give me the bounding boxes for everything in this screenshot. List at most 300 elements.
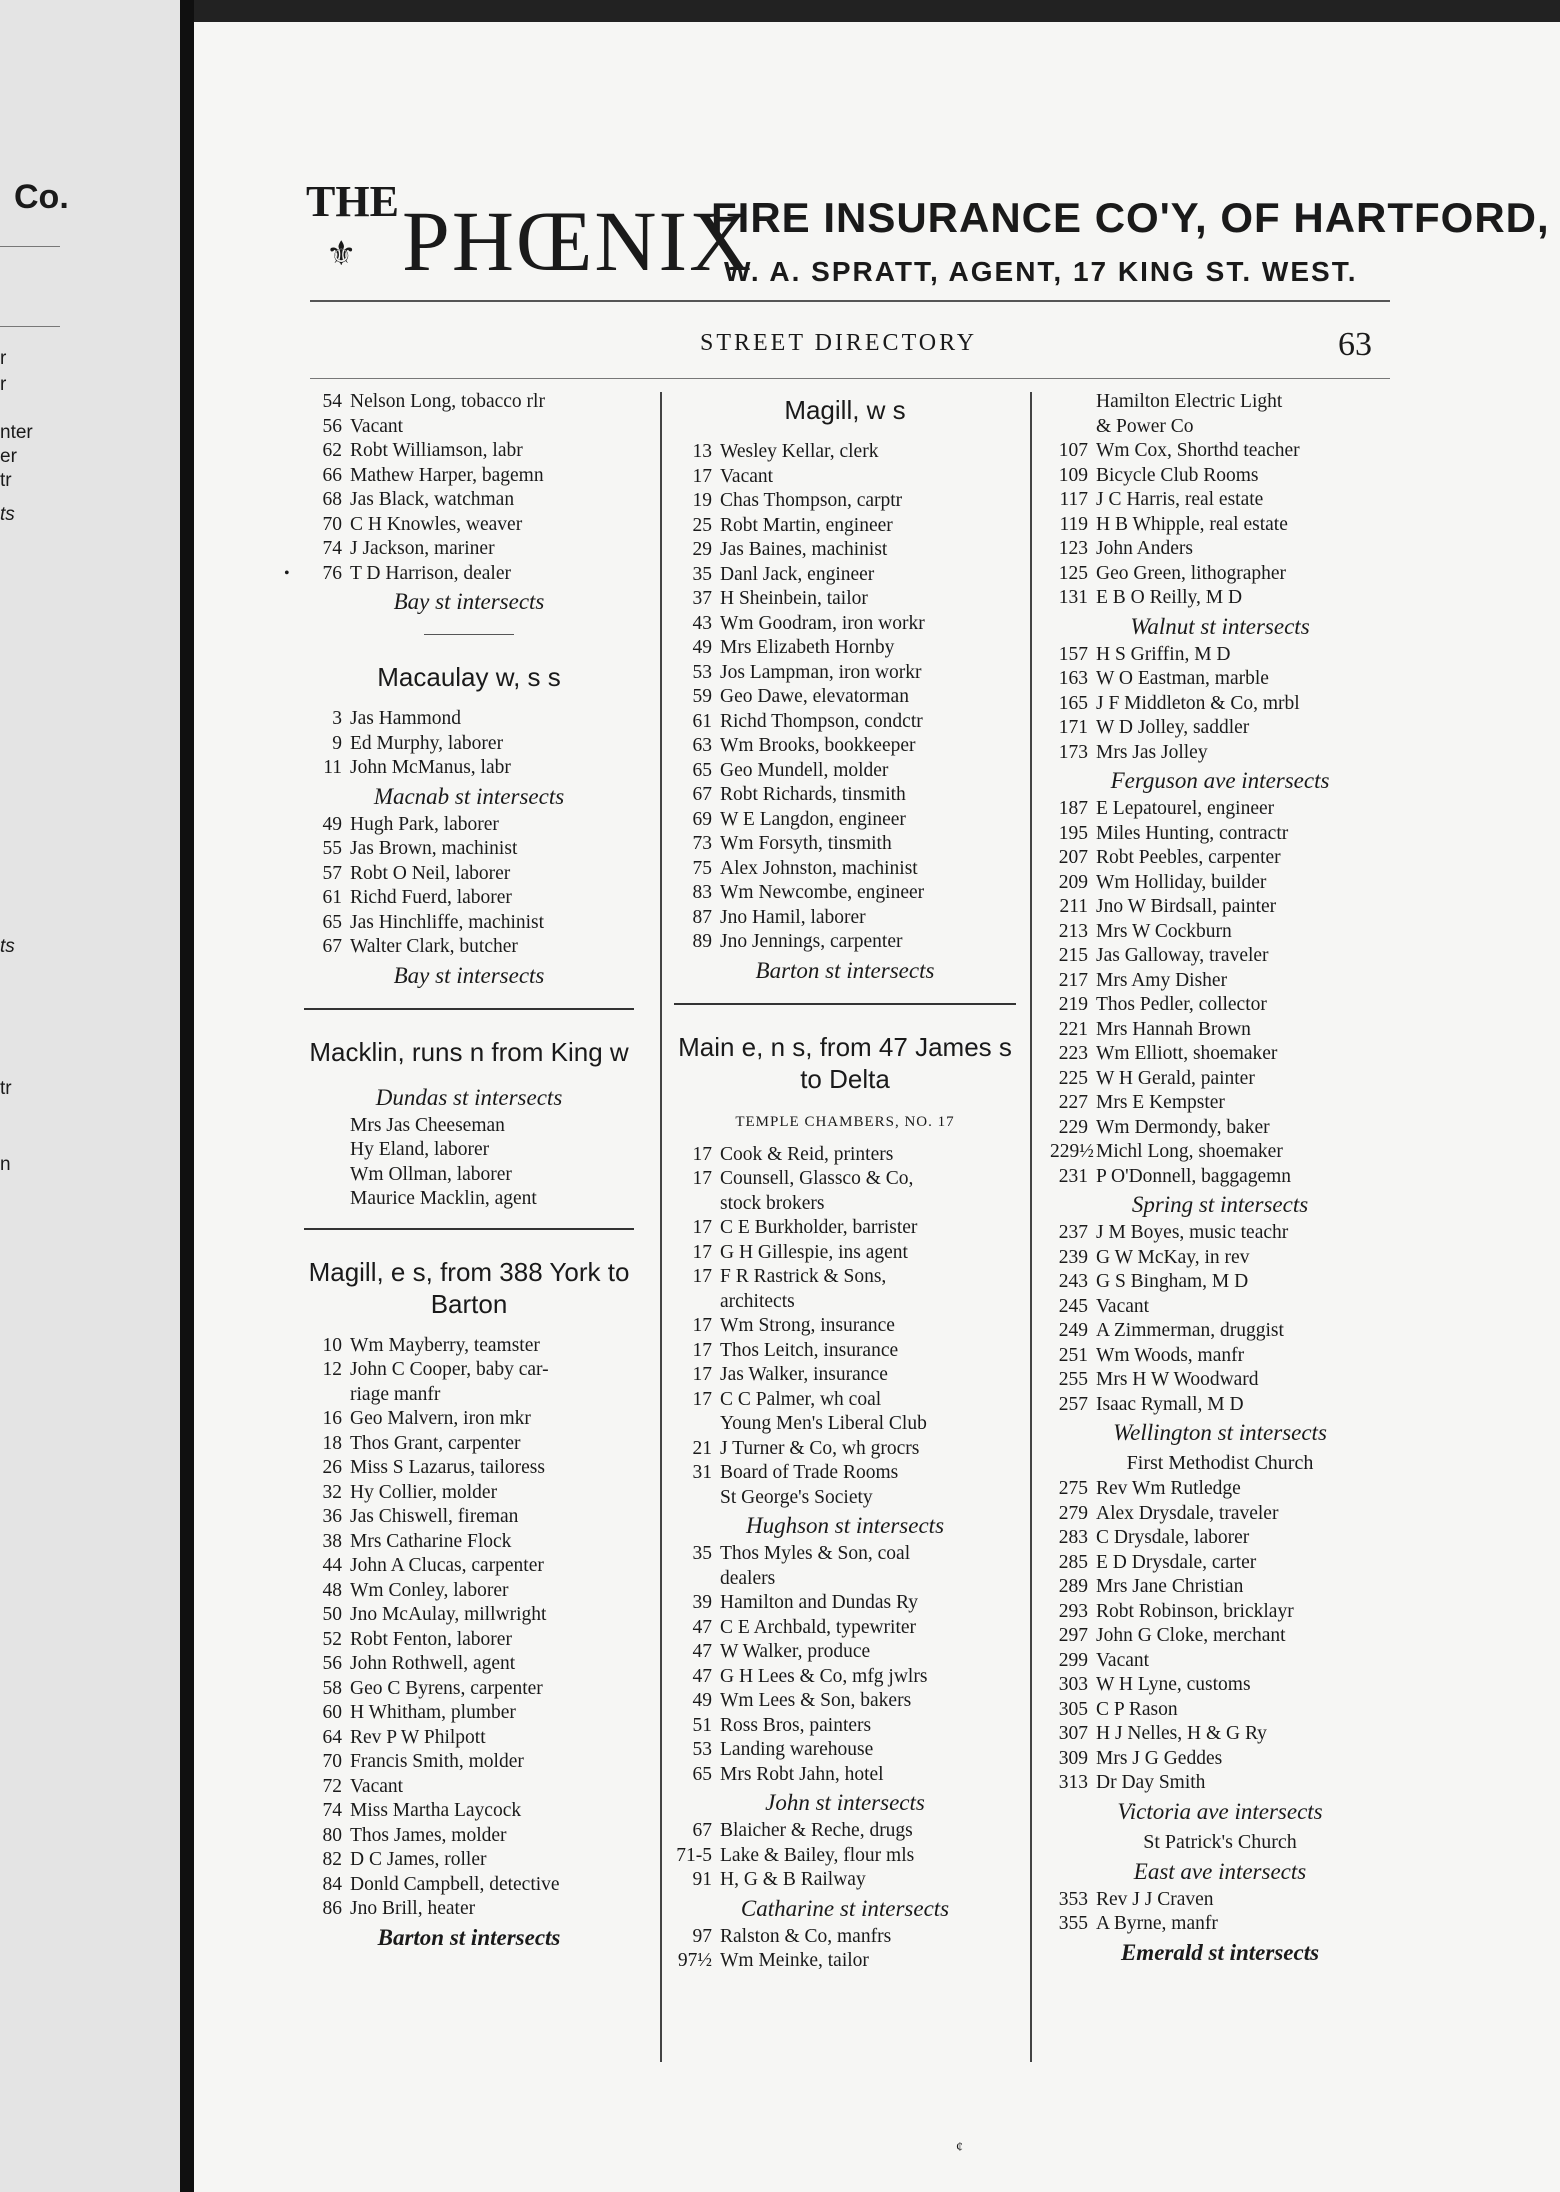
facing-page-fragment: nter <box>0 422 33 443</box>
house-number: 239 <box>1058 1246 1088 1268</box>
directory-entry <box>1050 464 1390 489</box>
street-heading: Main e, n s, from 47 James s to Delta <box>678 1031 1012 1094</box>
directory-entry <box>674 1844 1016 1869</box>
occupant-name: Thos James, molder <box>350 1824 507 1846</box>
occupant-name: C E Archbald, typewriter <box>720 1616 917 1638</box>
occupant-name: Geo C Byrens, carpenter <box>350 1677 543 1699</box>
house-number: 49 <box>322 813 342 835</box>
column-rule <box>660 392 662 2062</box>
house-number: 297 <box>1058 1625 1088 1646</box>
directory-column-1 <box>284 390 634 1954</box>
house-number: 70 <box>322 1751 342 1772</box>
occupant-name: P O'Donnell, baggagemn <box>1096 1165 1292 1187</box>
directory-entry: Maurice Macklin, agent <box>350 1188 537 1209</box>
directory-entry <box>674 489 1016 514</box>
house-number: 289 <box>1058 1576 1088 1597</box>
intersection-label: Bay st intersects <box>393 589 545 614</box>
occupant-name: W H Lyne, customs <box>1096 1674 1251 1695</box>
intersection-label: Victoria ave intersects <box>1117 1798 1323 1824</box>
occupant-name: Miss Martha Laycock <box>350 1800 522 1821</box>
occupant-name: Michl Long, shoemaker <box>1096 1141 1283 1162</box>
section-separator <box>304 1008 634 1010</box>
facing-page-rule <box>0 326 60 327</box>
directory-entry <box>674 538 1016 563</box>
occupant-name: Jno Brill, heater <box>350 1898 476 1919</box>
directory-entry <box>1050 1067 1390 1092</box>
house-number: 299 <box>1058 1649 1088 1671</box>
directory-entry <box>304 1603 634 1628</box>
building-label: TEMPLE CHAMBERS, NO. 17 <box>735 1113 955 1130</box>
occupant-name: Jas Baines, machinist <box>720 539 888 560</box>
directory-entry <box>1050 692 1390 717</box>
directory-entry <box>304 488 634 513</box>
house-number: 49 <box>692 1690 712 1711</box>
house-number: 61 <box>322 887 342 908</box>
house-number: 68 <box>322 489 342 510</box>
occupant-name: E D Drysdale, carter <box>1096 1551 1257 1573</box>
occupant-name: Jas Galloway, traveler <box>1096 945 1269 966</box>
occupant-name: Jno Jennings, carpenter <box>720 931 903 952</box>
occupant-name: Robt Robinson, bricklayr <box>1096 1600 1294 1622</box>
house-number: 117 <box>1059 489 1088 510</box>
facing-page-fragment: r <box>0 348 7 369</box>
directory-entry <box>304 513 634 538</box>
house-number: 75 <box>692 857 712 879</box>
directory-entry <box>674 1216 1016 1241</box>
house-number: 54 <box>322 391 342 412</box>
directory-entry <box>304 707 634 732</box>
facing-page-fragment: ts <box>0 504 15 525</box>
intersection-label: Walnut st intersects <box>1130 613 1310 639</box>
occupant-name: John G Cloke, merchant <box>1096 1625 1286 1646</box>
occupant-name: Bicycle Club Rooms <box>1096 464 1259 486</box>
house-number: 217 <box>1058 969 1088 991</box>
house-number: 82 <box>322 1849 342 1870</box>
directory-entry <box>674 465 1016 490</box>
occupant-name: Cook & Reid, printers <box>720 1143 894 1165</box>
directory-entry <box>304 862 634 887</box>
house-number: 229 <box>1058 1116 1088 1138</box>
intersection-label: Emerald st intersects <box>1120 1939 1320 1965</box>
directory-entry <box>304 1824 634 1849</box>
binding-shadow <box>180 0 194 2192</box>
directory-entry <box>304 813 634 838</box>
directory-entry <box>1050 439 1390 464</box>
occupant-name: Robt Fenton, laborer <box>350 1628 512 1650</box>
house-number: 157 <box>1058 643 1088 665</box>
directory-entry <box>674 1241 1016 1266</box>
directory-entry <box>1050 488 1390 513</box>
house-number: 173 <box>1058 741 1088 763</box>
directory-entry <box>674 1542 1016 1567</box>
occupant-name: Miles Hunting, contractr <box>1096 822 1289 844</box>
house-number: 91 <box>692 1869 712 1890</box>
street-heading: Magill, w s <box>784 395 906 425</box>
occupant-name: Rev Wm Rutledge <box>1096 1478 1241 1499</box>
house-number: 83 <box>692 882 712 903</box>
house-number: 353 <box>1058 1888 1088 1910</box>
house-number: 49 <box>692 637 712 658</box>
directory-entry <box>674 906 1016 931</box>
house-number: 221 <box>1058 1018 1088 1040</box>
directory-entry: Mrs Jas Cheeseman <box>350 1114 505 1136</box>
occupant-name: H, G & B Railway <box>720 1869 866 1890</box>
house-number: 86 <box>322 1898 342 1919</box>
occupant-name: Board of Trade Rooms <box>720 1462 899 1483</box>
intersection-label: Catharine st intersects <box>740 1895 950 1921</box>
occupant-name: Hy Collier, molder <box>350 1481 498 1503</box>
occupant-name: Mrs Jas Jolley <box>1096 741 1208 763</box>
directory-entry <box>674 759 1016 784</box>
house-number: 13 <box>692 441 712 462</box>
directory-entry: Hy Eland, laborer <box>350 1139 490 1160</box>
house-number: 66 <box>322 464 342 486</box>
house-number: 307 <box>1058 1723 1088 1744</box>
directory-entry <box>674 930 1016 955</box>
occupant-name: Wm Forsyth, tinsmith <box>720 833 892 854</box>
occupant-name: Wm Goodram, iron workr <box>720 612 925 634</box>
street-heading: Magill, e s, from 388 York to Barton <box>308 1256 630 1319</box>
house-number: 283 <box>1058 1527 1088 1548</box>
directory-entry <box>1050 513 1390 538</box>
intersection-label: Ferguson ave intersects <box>1110 768 1330 793</box>
entry-continuation: Young Men's Liberal Club <box>720 1413 927 1434</box>
house-number: 56 <box>322 415 342 437</box>
occupant-name: G W McKay, in rev <box>1096 1246 1250 1268</box>
directory-entry <box>674 1949 1016 1974</box>
house-number: 275 <box>1058 1478 1088 1499</box>
house-number: 16 <box>322 1408 342 1429</box>
house-number: 84 <box>322 1873 342 1895</box>
directory-entry <box>1050 969 1390 994</box>
house-number: 67 <box>322 936 342 957</box>
page-number: 63 <box>1338 326 1372 363</box>
occupant-name: G H Lees & Co, mfg jwlrs <box>720 1665 928 1687</box>
intersection-label: Barton st intersects <box>755 957 935 983</box>
occupant-name: Ralston & Co, manfrs <box>720 1925 892 1947</box>
directory-entry <box>1050 920 1390 945</box>
directory-entry <box>1050 895 1390 920</box>
directory-entry <box>304 1677 634 1702</box>
directory-entry <box>304 1530 634 1555</box>
occupant-name: H S Griffin, M D <box>1096 643 1231 665</box>
occupant-name: C C Palmer, wh coal <box>720 1388 882 1410</box>
directory-entry <box>1050 741 1390 766</box>
house-number: 56 <box>322 1653 342 1674</box>
entry-continuation: stock brokers <box>720 1192 825 1214</box>
directory-entry <box>674 636 1016 661</box>
directory-entry <box>674 1437 1016 1462</box>
directory-entry <box>304 1579 634 1604</box>
directory-entry <box>1050 1018 1390 1043</box>
directory-entry <box>1050 1771 1390 1796</box>
house-number: 131 <box>1058 587 1088 608</box>
section-separator <box>674 1003 1016 1005</box>
column-rule <box>1030 392 1032 2062</box>
occupant-name: J F Middleton & Co, mrbl <box>1096 692 1300 714</box>
house-number: 227 <box>1058 1092 1088 1113</box>
house-number: 35 <box>692 563 712 585</box>
directory-entry <box>304 1775 634 1800</box>
house-number: 12 <box>322 1359 342 1380</box>
entry-continuation: Hamilton Electric Light <box>1096 391 1283 412</box>
occupant-name: Jno McAulay, millwright <box>350 1604 547 1625</box>
occupant-name: C E Burkholder, barrister <box>720 1217 918 1238</box>
occupant-name: Robt Williamson, labr <box>350 440 523 461</box>
occupant-name: Mrs Hannah Brown <box>1096 1018 1251 1040</box>
directory-entry <box>674 783 1016 808</box>
occupant-name: John McManus, labr <box>350 757 511 778</box>
house-number: 187 <box>1058 798 1088 819</box>
directory-entry <box>674 440 1016 465</box>
house-number: 305 <box>1058 1698 1088 1720</box>
occupant-name: Mrs Catharine Flock <box>350 1530 512 1552</box>
occupant-name: Jno Hamil, laborer <box>720 906 866 928</box>
house-number: 51 <box>692 1714 712 1736</box>
occupant-name: Wm Holliday, builder <box>1096 871 1267 893</box>
directory-entry <box>674 1314 1016 1339</box>
occupant-name: Jas Brown, machinist <box>350 838 518 859</box>
occupant-name: Lake & Bailey, flour mls <box>720 1844 915 1866</box>
directory-entry <box>304 1750 634 1775</box>
occupant-name: Richd Thompson, condctr <box>720 710 923 732</box>
occupant-name: Jos Lampman, iron workr <box>720 661 922 683</box>
occupant-name: Wm Conley, laborer <box>350 1579 509 1601</box>
directory-entry <box>304 732 634 757</box>
directory-entry <box>1050 1368 1390 1393</box>
occupant-name: Wm Strong, insurance <box>720 1315 895 1336</box>
header-rule <box>310 300 1390 302</box>
occupant-name: Geo Malvern, iron mkr <box>350 1408 531 1429</box>
directory-entry <box>304 1628 634 1653</box>
occupant-name: Mrs Elizabeth Hornby <box>720 637 895 658</box>
directory-entry <box>1050 1747 1390 1772</box>
occupant-name: Hugh Park, laborer <box>350 813 499 835</box>
directory-entry <box>1050 586 1390 611</box>
directory-entry <box>304 1701 634 1726</box>
occupant-name: Mrs Robt Jahn, hotel <box>720 1763 884 1785</box>
landmark-label: First Methodist Church <box>1126 1452 1314 1474</box>
occupant-name: Mrs E Kempster <box>1096 1092 1225 1113</box>
house-number: 211 <box>1059 896 1088 917</box>
directory-entry <box>674 563 1016 588</box>
occupant-name: John C Cooper, baby car- <box>350 1359 549 1380</box>
directory-entry <box>674 1640 1016 1665</box>
house-number: 64 <box>322 1726 342 1748</box>
house-number: 21 <box>692 1437 712 1459</box>
occupant-name: E Lepatourel, engineer <box>1096 798 1275 819</box>
house-number: 17 <box>692 1266 712 1287</box>
occupant-name: Wm Cox, Shorthd teacher <box>1096 440 1300 461</box>
directory-entry <box>304 1456 634 1481</box>
occupant-name: Mrs J G Geddes <box>1096 1747 1223 1769</box>
directory-entry <box>1050 1344 1390 1369</box>
ad-the: THE <box>306 177 399 226</box>
directory-entry <box>1050 1319 1390 1344</box>
occupant-name: A Zimmerman, druggist <box>1096 1320 1284 1341</box>
occupant-name: J Jackson, mariner <box>350 538 495 559</box>
house-number: 195 <box>1058 822 1088 844</box>
directory-entry <box>674 514 1016 539</box>
occupant-name: Ross Bros, painters <box>720 1714 872 1736</box>
house-number: 65 <box>692 759 712 781</box>
directory-entry <box>1050 1140 1390 1165</box>
occupant-name: Richd Fuerd, laborer <box>350 887 512 908</box>
house-number: 39 <box>692 1592 712 1613</box>
occupant-name: Wm Mayberry, teamster <box>350 1334 540 1356</box>
occupant-name: C Drysdale, laborer <box>1096 1527 1250 1548</box>
scan-mark: ¢ <box>956 2140 963 2155</box>
entry-continuation: dealers <box>720 1567 776 1589</box>
directory-entry <box>1050 1246 1390 1271</box>
occupant-name: Wm Dermondy, baker <box>1096 1116 1270 1138</box>
occupant-name: Robt Martin, engineer <box>720 514 893 536</box>
occupant-name: E B O Reilly, M D <box>1096 587 1243 608</box>
directory-entry <box>304 1481 634 1506</box>
house-number: 89 <box>692 931 712 952</box>
house-number: 171 <box>1058 717 1088 738</box>
intersection-label: Hughson st intersects <box>745 1513 945 1538</box>
facing-page-fragment: n <box>0 1154 11 1175</box>
directory-entry <box>674 1868 1016 1893</box>
house-number: 245 <box>1058 1295 1088 1317</box>
directory-entry <box>304 911 634 936</box>
occupant-name: D C James, roller <box>350 1849 487 1870</box>
directory-entry <box>1050 871 1390 896</box>
house-number: 97 <box>692 1925 712 1947</box>
occupant-name: Jas Hinchliffe, machinist <box>350 911 545 933</box>
directory-entry <box>304 1873 634 1898</box>
house-number: 70 <box>322 513 342 535</box>
occupant-name: J C Harris, real estate <box>1096 489 1264 510</box>
occupant-name: Vacant <box>350 1775 404 1797</box>
house-number: 17 <box>692 1388 712 1410</box>
occupant-name: Vacant <box>350 415 404 437</box>
directory-entry <box>304 1652 634 1677</box>
intersection-label: Barton st intersects <box>377 1924 561 1950</box>
house-number: 213 <box>1058 920 1088 942</box>
house-number: 9 <box>332 732 342 754</box>
occupant-name: Walter Clark, butcher <box>350 936 518 957</box>
occupant-name: W O Eastman, marble <box>1096 668 1269 689</box>
occupant-name: Wm Elliott, shoemaker <box>1096 1043 1278 1064</box>
advertisement-header <box>306 177 1550 300</box>
occupant-name: Jas Hammond <box>350 708 462 729</box>
occupant-name: Jas Walker, insurance <box>720 1364 888 1385</box>
house-number: 257 <box>1058 1393 1088 1415</box>
house-number: 17 <box>692 1339 712 1361</box>
directory-entry <box>1050 944 1390 969</box>
directory-entry <box>674 1665 1016 1690</box>
directory-entry <box>304 1726 634 1751</box>
directory-entry <box>674 1819 1016 1844</box>
directory-entry <box>1050 667 1390 692</box>
directory-entry <box>674 661 1016 686</box>
house-number: 163 <box>1058 668 1088 689</box>
occupant-name: Miss S Lazarus, tailoress <box>350 1457 545 1478</box>
directory-entry <box>674 881 1016 906</box>
house-number: 285 <box>1058 1551 1088 1573</box>
directory-entry <box>304 935 634 960</box>
directory-entry <box>674 1143 1016 1168</box>
directory-entry <box>304 1897 634 1922</box>
directory-entry <box>1050 1912 1390 1937</box>
directory-entry <box>674 1363 1016 1388</box>
occupant-name: Vacant <box>1096 1649 1150 1671</box>
house-number: 71-5 <box>676 1844 712 1866</box>
directory-entry <box>1050 797 1390 822</box>
directory-entry <box>1050 993 1390 1018</box>
occupant-name: John Rothwell, agent <box>350 1653 516 1674</box>
facing-page-fragment: ts <box>0 936 15 957</box>
directory-entry <box>304 1799 634 1824</box>
house-number: 18 <box>322 1432 342 1454</box>
occupant-name: H B Whipple, real estate <box>1096 513 1288 535</box>
house-number: 279 <box>1058 1502 1088 1524</box>
house-number: 62 <box>322 440 342 461</box>
occupant-name: Thos Myles & Son, coal <box>720 1543 911 1564</box>
occupant-name: Rev J J Craven <box>1096 1888 1214 1910</box>
occupant-name: A Byrne, manfr <box>1096 1913 1218 1934</box>
occupant-name: Mrs H W Woodward <box>1096 1369 1259 1390</box>
directory-entry <box>1050 1393 1390 1418</box>
house-number: 29 <box>692 539 712 560</box>
directory-entry <box>1050 1551 1390 1576</box>
section-separator <box>304 1228 634 1230</box>
house-number: 3 <box>332 708 342 729</box>
house-number: 17 <box>692 1168 712 1189</box>
section-rule <box>424 634 514 635</box>
house-number: 80 <box>322 1824 342 1846</box>
directory-entry <box>304 1432 634 1457</box>
occupant-name: Wesley Kellar, clerk <box>720 441 879 462</box>
occupant-name: Wm Brooks, bookkeeper <box>720 735 916 756</box>
occupant-name: C P Rason <box>1096 1698 1178 1720</box>
directory-entry <box>674 808 1016 833</box>
house-number: 36 <box>322 1506 342 1527</box>
directory-entry <box>1050 1722 1390 1747</box>
entry-continuation: St George's Society <box>720 1486 873 1508</box>
house-number: 52 <box>322 1628 342 1650</box>
directory-entry <box>674 710 1016 735</box>
directory-entry <box>674 1616 1016 1641</box>
house-number: 107 <box>1058 440 1088 461</box>
house-number: 123 <box>1058 538 1088 559</box>
directory-entry <box>1050 1091 1390 1116</box>
house-number: 32 <box>322 1481 342 1503</box>
occupant-name: J M Boyes, music teachr <box>1096 1222 1289 1243</box>
occupant-name: W H Gerald, painter <box>1096 1067 1255 1089</box>
occupant-name: Geo Dawe, elevatorman <box>720 686 909 707</box>
ad-phoenix-title: PHŒNIX <box>402 193 754 289</box>
house-number: 67 <box>692 1820 712 1841</box>
house-number: 237 <box>1058 1222 1088 1243</box>
directory-entry <box>674 832 1016 857</box>
house-number: 43 <box>692 612 712 634</box>
house-number: 229½ <box>1050 1141 1094 1162</box>
directory-entry <box>1050 562 1390 587</box>
occupant-name: Mathew Harper, bagemn <box>350 464 544 486</box>
occupant-name: Chas Thompson, carptr <box>720 490 903 511</box>
facing-page-fragment: tr <box>0 470 12 491</box>
directory-entry <box>304 1554 634 1579</box>
occupant-name: Hamilton and Dundas Ry <box>720 1592 918 1613</box>
house-number: 293 <box>1058 1600 1088 1622</box>
house-number: 249 <box>1058 1320 1088 1341</box>
directory-entry <box>304 756 634 781</box>
directory-entry <box>1050 1624 1390 1649</box>
occupant-name: Nelson Long, tobacco rlr <box>350 391 545 412</box>
